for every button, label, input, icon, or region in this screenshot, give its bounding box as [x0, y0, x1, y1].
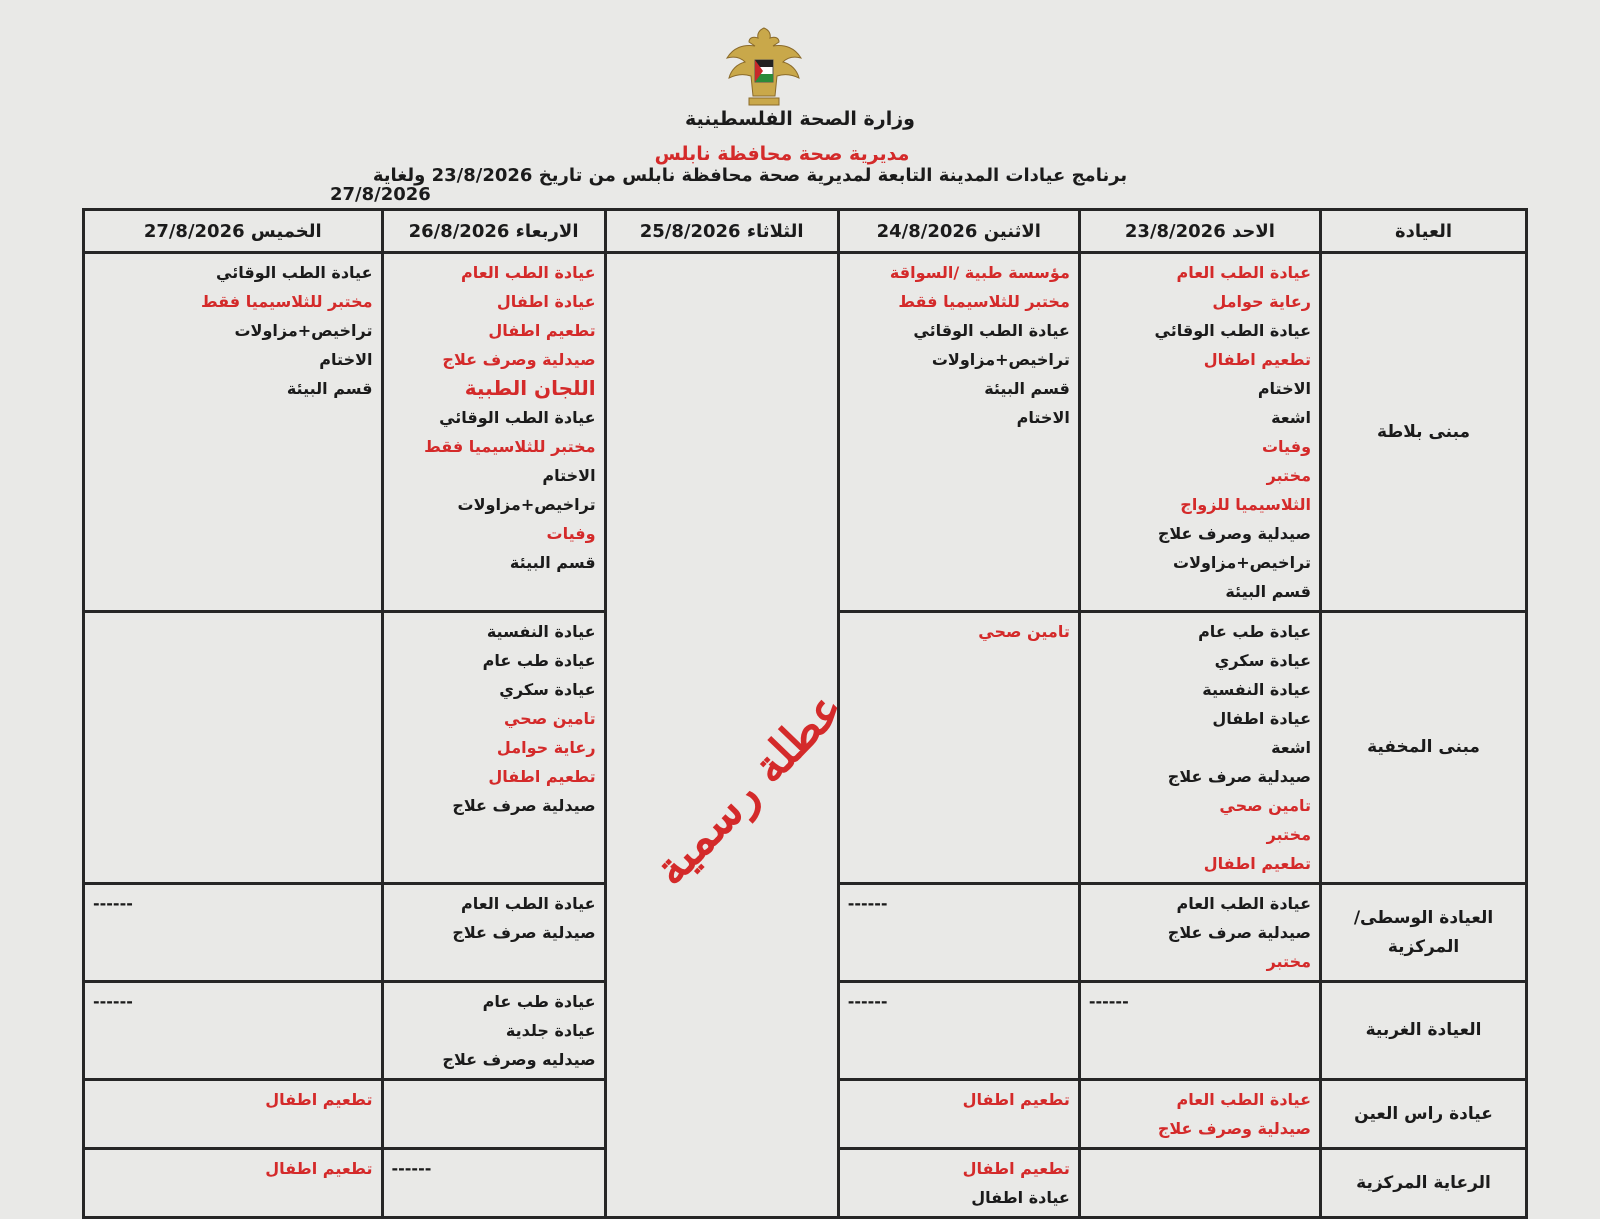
schedule-entry: عيادة جلدية: [505, 1021, 596, 1040]
schedule-entry: قسم البيئة: [984, 379, 1070, 398]
schedule-entry: وفيات: [546, 524, 596, 543]
schedule-entry: تطعيم اطفال: [488, 321, 596, 340]
palestinian-eagle-emblem: [723, 24, 805, 110]
schedule-entry: مختبر: [1266, 466, 1312, 485]
schedule-entry: قسم البيئة: [509, 553, 596, 572]
schedule-entry: رعاية حوامل: [1212, 292, 1312, 311]
schedule-cell-thu: [84, 982, 383, 1080]
table-row: [84, 253, 1527, 612]
schedule-cell-mon: [838, 1149, 1079, 1218]
clinic-name-cell: العيادة الوسطى/المركزية: [1321, 884, 1527, 982]
schedule-entry: عيادة النفسية: [486, 622, 596, 641]
schedule-cell-thu: [84, 1080, 383, 1149]
program-end-date: 27/8/2026: [330, 184, 431, 205]
schedule-cell-wed: [382, 612, 605, 884]
schedule-entry: اشعة: [1271, 408, 1312, 427]
clinic-name-cell: عيادة راس العين: [1321, 1080, 1527, 1149]
schedule-cell-thu: [84, 253, 383, 612]
schedule-entry: عيادة الطب الوقائي: [1154, 321, 1312, 340]
schedule-entry: تطعيم اطفال: [962, 1159, 1070, 1178]
schedule-entry: عيادة سكري: [499, 680, 596, 699]
schedule-entry: مختبر للثلاسيميا فقط: [898, 292, 1070, 311]
clinic-name-cell: العيادة الغربية: [1321, 982, 1527, 1080]
schedule-entry: صيدلية صرف علاج: [1167, 767, 1312, 786]
column-header-clinic: العيادة: [1321, 210, 1527, 253]
clinic-name-cell: مبنى المخفية: [1321, 612, 1527, 884]
empty-dash: ------: [391, 1159, 432, 1178]
schedule-entry: مختبر: [1266, 952, 1312, 971]
schedule-cell-thu: [84, 884, 383, 982]
schedule-entry: عيادة سكري: [1214, 651, 1312, 670]
schedule-entry: تطعيم اطفال: [265, 1090, 373, 1109]
schedule-cell-mon: [838, 612, 1079, 884]
schedule-entry: مختبر للثلاسيميا فقط: [424, 437, 596, 456]
schedule-entry: عيادة الطب الوقائي: [439, 408, 596, 427]
schedule-entry: تطعيم اطفال: [1203, 350, 1312, 369]
column-header-thursday: الخميس 27/8/2026: [84, 210, 383, 253]
schedule-cell-wed: [382, 1149, 605, 1218]
schedule-entry: تطعيم اطفال: [488, 767, 596, 786]
schedule-entry: عيادة الطب الوقائي: [913, 321, 1070, 340]
schedule-entry: وفيات: [1261, 437, 1312, 456]
schedule-entry: عيادة اطفال: [1212, 709, 1312, 728]
schedule-entry: صيدلية وصرف علاج: [1157, 524, 1312, 543]
schedule-cell-wed: [382, 253, 605, 612]
column-header-tuesday: الثلاثاء 25/8/2026: [605, 210, 838, 253]
schedule-entry: عيادة طب عام: [482, 651, 596, 670]
schedule-entry: تراخيص+مزاولات: [457, 495, 596, 514]
schedule-cell-mon: [838, 253, 1079, 612]
empty-dash: ------: [93, 894, 133, 913]
schedule-entry: اشعة: [1271, 738, 1312, 757]
schedule-entry: عيادة الطب الوقائي: [216, 263, 373, 282]
schedule-entry: تطعيم اطفال: [962, 1090, 1070, 1109]
schedule-entry: صيدلية صرف علاج: [452, 923, 596, 942]
schedule-cell-wed: [382, 982, 605, 1080]
schedule-entry: عيادة الطب العام: [1176, 894, 1312, 913]
schedule-entry: الاختام: [1016, 408, 1070, 427]
schedule-entry: عيادة الطب العام: [461, 894, 596, 913]
schedule-entry: عيادة الطب العام: [1176, 263, 1312, 282]
empty-dash: ------: [1088, 992, 1129, 1011]
program-title: برنامج عيادات المدينة التابعة لمديرية صحة محافظة نابلس من تاريخ 23/8/2026 ولغاية: [372, 165, 1128, 186]
schedule-cell-sun: [1079, 1149, 1320, 1218]
schedule-entry: تراخيص+مزاولات: [1172, 553, 1312, 572]
schedule-cell-mon: [838, 982, 1079, 1080]
schedule-entry: رعاية حوامل: [496, 738, 596, 757]
schedule-entry: صيدلية صرف علاج: [452, 796, 596, 815]
empty-dash: ------: [847, 992, 888, 1011]
schedule-entry: عيادة طب عام: [482, 992, 596, 1011]
schedule-entry: الاختام: [1257, 379, 1312, 398]
schedule-cell-sun: [1079, 982, 1320, 1080]
column-header-monday: الاثنين 24/8/2026: [838, 210, 1079, 253]
schedule-entry: صيدلية وصرف علاج: [442, 350, 596, 369]
schedule-entry: تامين صحي: [978, 622, 1070, 641]
ministry-title: وزارة الصحة الفلسطينية: [685, 108, 915, 130]
schedule-entry: عيادة الطب العام: [1176, 1090, 1312, 1109]
schedule-cell-mon: [838, 1080, 1079, 1149]
clinic-schedule-table: [82, 208, 1528, 1219]
empty-dash: ------: [847, 894, 888, 913]
schedule-entry: عيادة طب عام: [1198, 622, 1312, 641]
schedule-entry: تراخيص+مزاولات: [931, 350, 1070, 369]
column-header-wednesday: الاربعاء 26/8/2026: [382, 210, 605, 253]
schedule-entry: اللجان الطبية: [464, 376, 596, 400]
schedule-entry: الاختام: [319, 350, 373, 369]
schedule-cell-wed: [382, 1080, 605, 1149]
schedule-entry: صيدلية صرف علاج: [1167, 923, 1312, 942]
schedule-entry: تراخيص+مزاولات: [234, 321, 373, 340]
schedule-entry: عيادة اطفال: [971, 1188, 1070, 1207]
clinic-name-cell: مبنى بلاطة: [1321, 253, 1527, 612]
schedule-entry: عيادة اطفال: [496, 292, 596, 311]
empty-dash: ------: [93, 992, 133, 1011]
schedule-entry: صيدلية وصرف علاج: [1157, 1119, 1312, 1138]
schedule-entry: قسم البيئة: [286, 379, 373, 398]
schedule-cell-sun: [1079, 1080, 1320, 1149]
schedule-entry: مختبر: [1266, 825, 1312, 844]
schedule-entry: مؤسسة طبية /السواقة: [889, 263, 1070, 282]
official-holiday-stamp: عطلة رسمية: [642, 680, 853, 896]
schedule-cell-thu: [84, 612, 383, 884]
schedule-cell-mon: [838, 884, 1079, 982]
schedule-entry: صيدليه وصرف علاج: [442, 1050, 596, 1069]
schedule-entry: تطعيم اطفال: [265, 1159, 373, 1178]
schedule-entry: عيادة النفسية: [1202, 680, 1312, 699]
clinic-name-cell: الرعاية المركزية: [1321, 1149, 1527, 1218]
schedule-cell-sun: [1079, 612, 1320, 884]
schedule-entry: تامين صحي: [503, 709, 596, 728]
column-header-sunday: الاحد 23/8/2026: [1079, 210, 1320, 253]
schedule-cell-sun: [1079, 884, 1320, 982]
schedule-entry: الثلاسيميا للزواج: [1180, 495, 1312, 514]
schedule-entry: قسم البيئة: [1225, 582, 1312, 601]
schedule-entry: الاختام: [542, 466, 596, 485]
table-header-row: [84, 210, 1527, 253]
schedule-entry: مختبر للثلاسيميا فقط: [201, 292, 373, 311]
schedule-entry: عيادة الطب العام: [461, 263, 596, 282]
schedule-entry: تامين صحي: [1219, 796, 1312, 815]
schedule-cell-thu: [84, 1149, 383, 1218]
directorate-title: مديرية صحة محافظة نابلس: [654, 143, 910, 165]
schedule-cell-wed: [382, 884, 605, 982]
schedule-cell-sun: [1079, 253, 1320, 612]
schedule-entry: تطعيم اطفال: [1203, 854, 1312, 873]
tuesday-holiday-cell: [605, 253, 853, 1218]
